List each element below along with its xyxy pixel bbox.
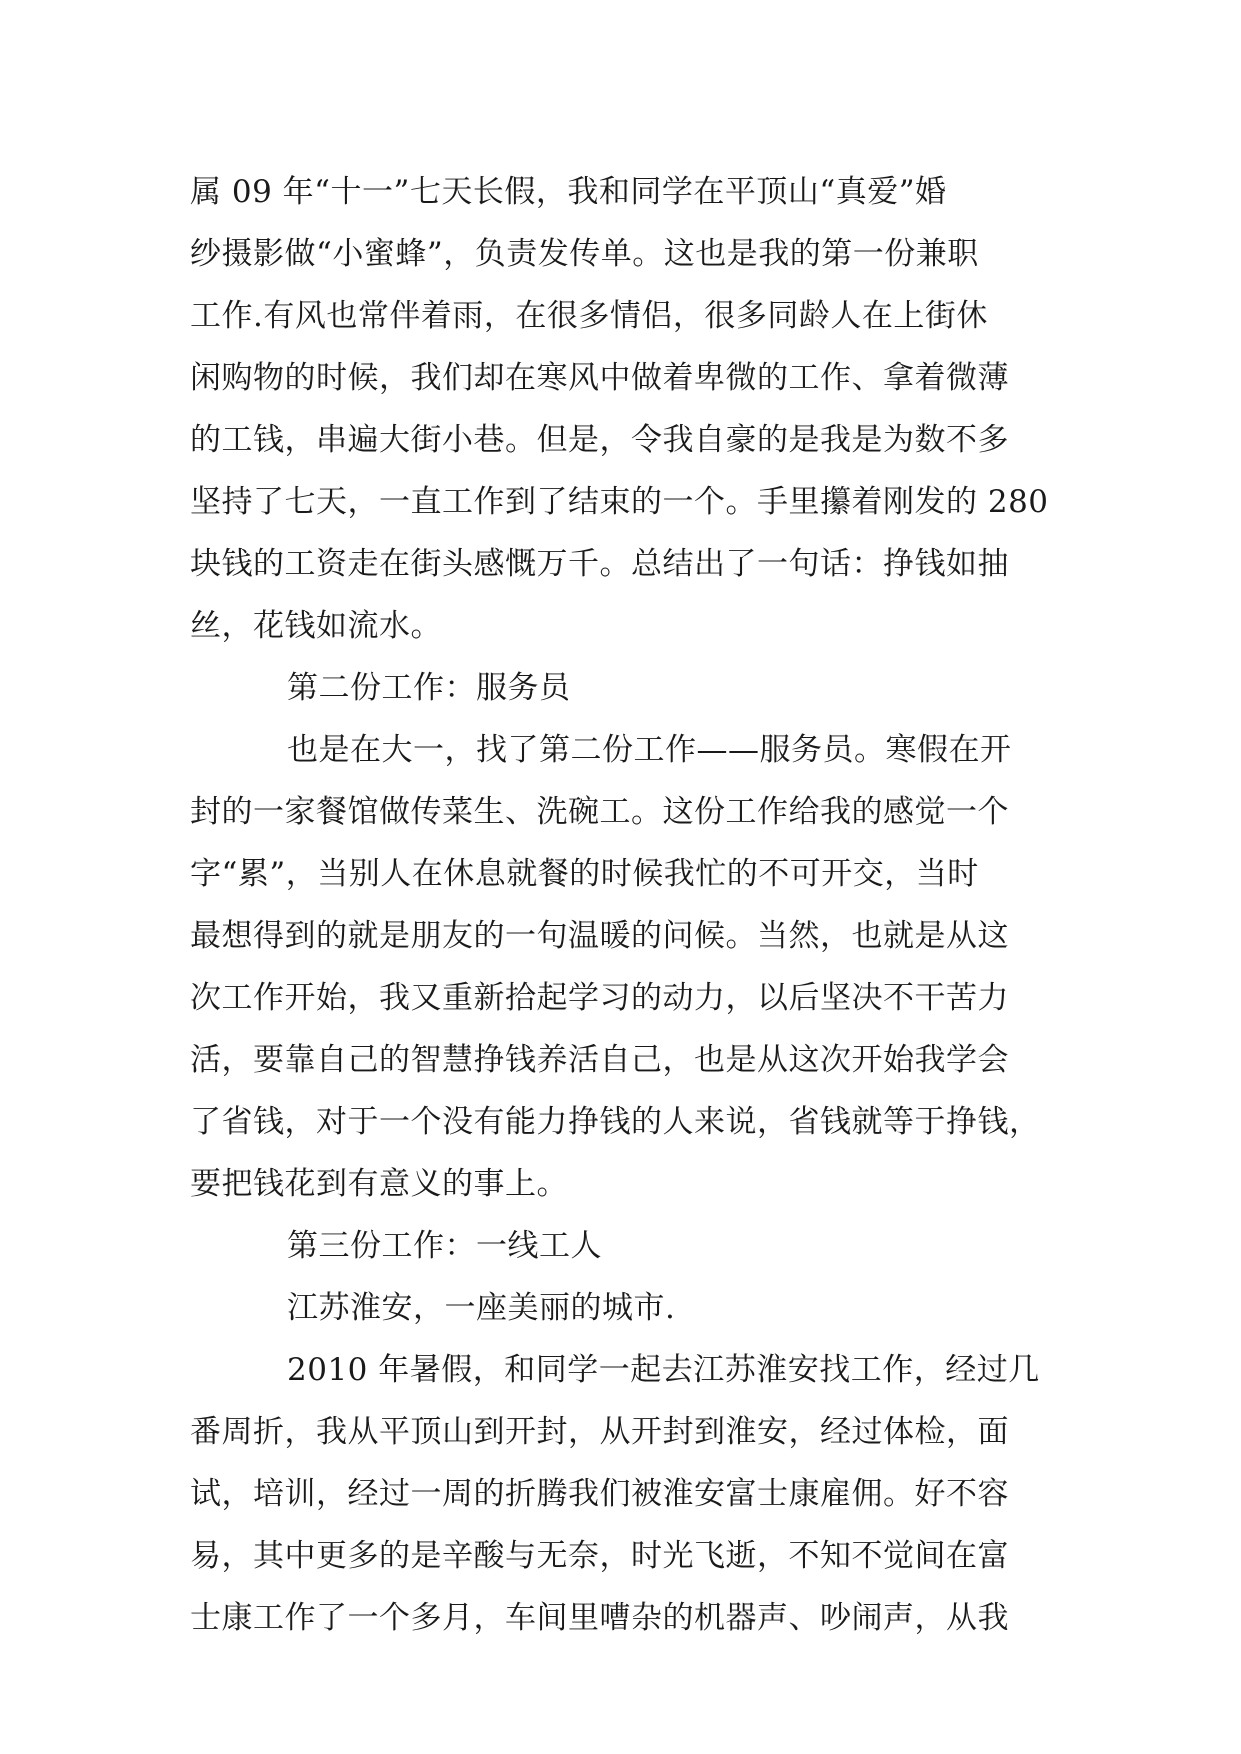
text-line: 试，培训，经过一周的折腾我们被淮安富士康雇佣。好不容 [190,1476,1009,1512]
text-line: 了省钱，对于一个没有能力挣钱的人来说，省钱就等于挣钱， [190,1104,1041,1140]
text-line: 封的一家餐馆做传菜生、洗碗工。这份工作给我的感觉一个 [190,794,1009,830]
text-line: 士康工作了一个多月，车间里嘈杂的机器声、吵闹声，从我 [190,1600,1009,1636]
text-line: 纱摄影做“小蜜蜂”，负责发传单。这也是我的第一份兼职 [190,236,979,272]
text-line: 活，要靠自己的智慧挣钱养活自己，也是从这次开始我学会 [190,1042,1009,1078]
text-line: 的工钱，串遍大街小巷。但是，令我自豪的是我是为数不多 [190,422,1009,458]
text-line: 丝，花钱如流水。 [190,608,442,644]
text-line: 属 09 年“十一”七天长假，我和同学在平顶山“真爱”婚 [190,174,947,210]
text-line: 坚持了七天，一直工作到了结束的一个。手里攥着刚发的 280 [190,484,1049,520]
text-line: 最想得到的就是朋友的一句温暖的问候。当然，也就是从这 [190,918,1009,954]
text-line: 块钱的工资走在街头感慨万千。总结出了一句话：挣钱如抽 [190,546,1009,582]
text-line: 番周折，我从平顶山到开封，从开封到淮安，经过体检，面 [190,1414,1009,1450]
text-line: 次工作开始，我又重新拾起学习的动力，以后坚决不干苦力 [190,980,1009,1016]
text-line: 要把钱花到有意义的事上。 [190,1166,568,1202]
text-line: 字“累”，当别人在休息就餐的时候我忙的不可开交，当时 [190,856,979,892]
text-line: 易，其中更多的是辛酸与无奈，时光飞逝，不知不觉间在富 [190,1538,1009,1574]
text-line: 第二份工作：服务员 [287,670,571,706]
text-line: 江苏淮安，一座美丽的城市. [287,1290,676,1326]
text-line: 工作.有风也常伴着雨，在很多情侣，很多同龄人在上街休 [190,298,988,334]
text-line: 也是在大一，找了第二份工作——服务员。寒假在开 [287,732,1012,768]
text-line: 闲购物的时候，我们却在寒风中做着卑微的工作、拿着微薄 [190,360,1009,396]
body-text [190,161,1050,1649]
text-line: 第三份工作：一线工人 [287,1228,602,1264]
text-line: 2010 年暑假，和同学一起去江苏淮安找工作，经过几 [287,1352,1040,1388]
